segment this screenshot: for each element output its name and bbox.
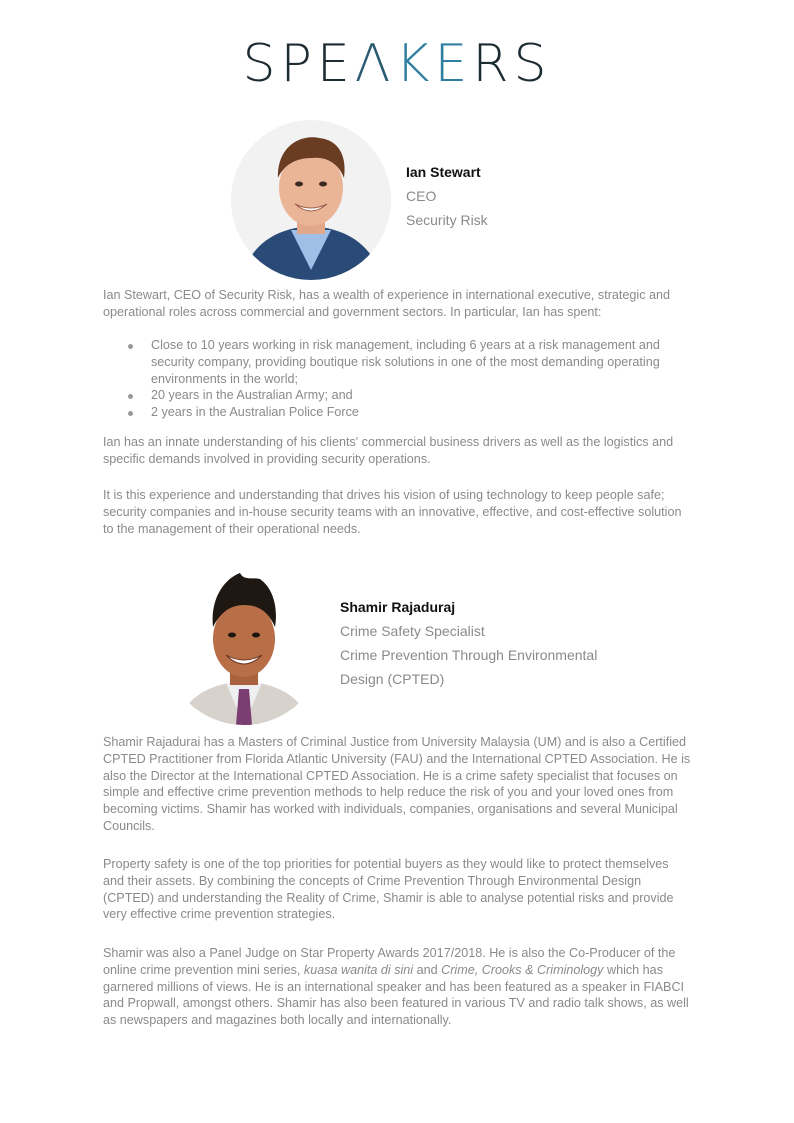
list-item: 2 years in the Australian Police Force [103, 404, 693, 421]
list-item: 20 years in the Australian Army; and [103, 387, 693, 404]
speaker-name: Shamir Rajaduraj [340, 599, 456, 615]
speaker-photo-shamir [164, 565, 324, 725]
page-title [0, 36, 794, 92]
experience-list [103, 337, 693, 421]
title-letter: K [395, 34, 435, 94]
title-letter: E [434, 34, 473, 94]
text-run: and [413, 962, 442, 977]
title-letter: P [280, 34, 317, 94]
text-run: Shamir was also a Panel Judge on Star Property Awards 2017/2018. He is also the Co-Producer of the online crime prevention mini series, [103, 946, 676, 977]
speaker-subtitle: Crime Prevention Through Environmental [340, 647, 598, 663]
speaker-title: Crime Safety Specialist [340, 623, 485, 639]
title-letter: R [472, 34, 514, 94]
speaker-bio-intro: Ian Stewart, CEO of Security Risk, has a wealth of experience in international executive, strategic and operational roles across commercial and government sectors. In particular, Ian has spent: [103, 288, 671, 319]
speaker-photo-ian [231, 120, 391, 280]
series-title: Crime, Crooks & Criminology [441, 962, 604, 977]
speaker-bio-paragraph: Property safety is one of the top priorities for potential buyers as they would like to protect themselves and their assets. By combining the concepts of Crime Prevention Through Environmental Design (CPTED) and understanding the Reality of Crime, Shamir is able to analyse potential risks and provide very effective crime prevention strategies. [103, 857, 674, 922]
speaker-bio-paragraph [103, 945, 693, 1029]
speaker-subtitle: Design (CPTED) [340, 671, 445, 687]
speaker-title: CEO [406, 188, 437, 204]
text-run: which has garnered millions of views. He is an international speaker and has been featured as a speaker in FIABCI and Propwall, amongst others. Shamir has also been featured in various TV and radio talk shows, as well as newspapers and magazines both locally and internationally. [103, 962, 689, 1028]
title-letter: Λ [354, 34, 396, 94]
series-title: kuasa wanita di sini [303, 962, 414, 977]
speaker-bio-paragraph: It is this experience and understanding that drives his vision of using technology to keep people safe; security companies and in-house security teams with an innovative, effective, and cost-effective solution to the management of their operational needs. [103, 488, 682, 536]
speaker-bio-paragraph: Shamir Rajadurai has a Masters of Criminal Justice from University Malaysia (UM) and is also a Certified CPTED Practitioner from Florida Atlantic University (FAU) and the International CPTED Association. He is also the Director at the International CPTED Association. He is a crime safety specialist that focuses on simple and effective crime prevention methods to help reduce the risk of you and your loved ones from becoming victims. Shamir has worked with individuals, companies, organisations and several Municipal Councils. [103, 735, 691, 833]
speaker-bio-paragraph: Ian has an innate understanding of his clients' commercial business drivers as well as the logistics and specific demands involved in providing security operations. [103, 435, 674, 466]
title-letter: S [242, 34, 281, 94]
title-letter: E [316, 34, 355, 94]
title-letter: S [513, 34, 552, 94]
speaker-company: Security Risk [406, 212, 488, 228]
speaker-name: Ian Stewart [406, 164, 481, 180]
list-item: Close to 10 years working in risk management, including 6 years at a risk management and security company, providing boutique risk solutions in one of the most demanding operating environments in the world; [103, 337, 693, 387]
